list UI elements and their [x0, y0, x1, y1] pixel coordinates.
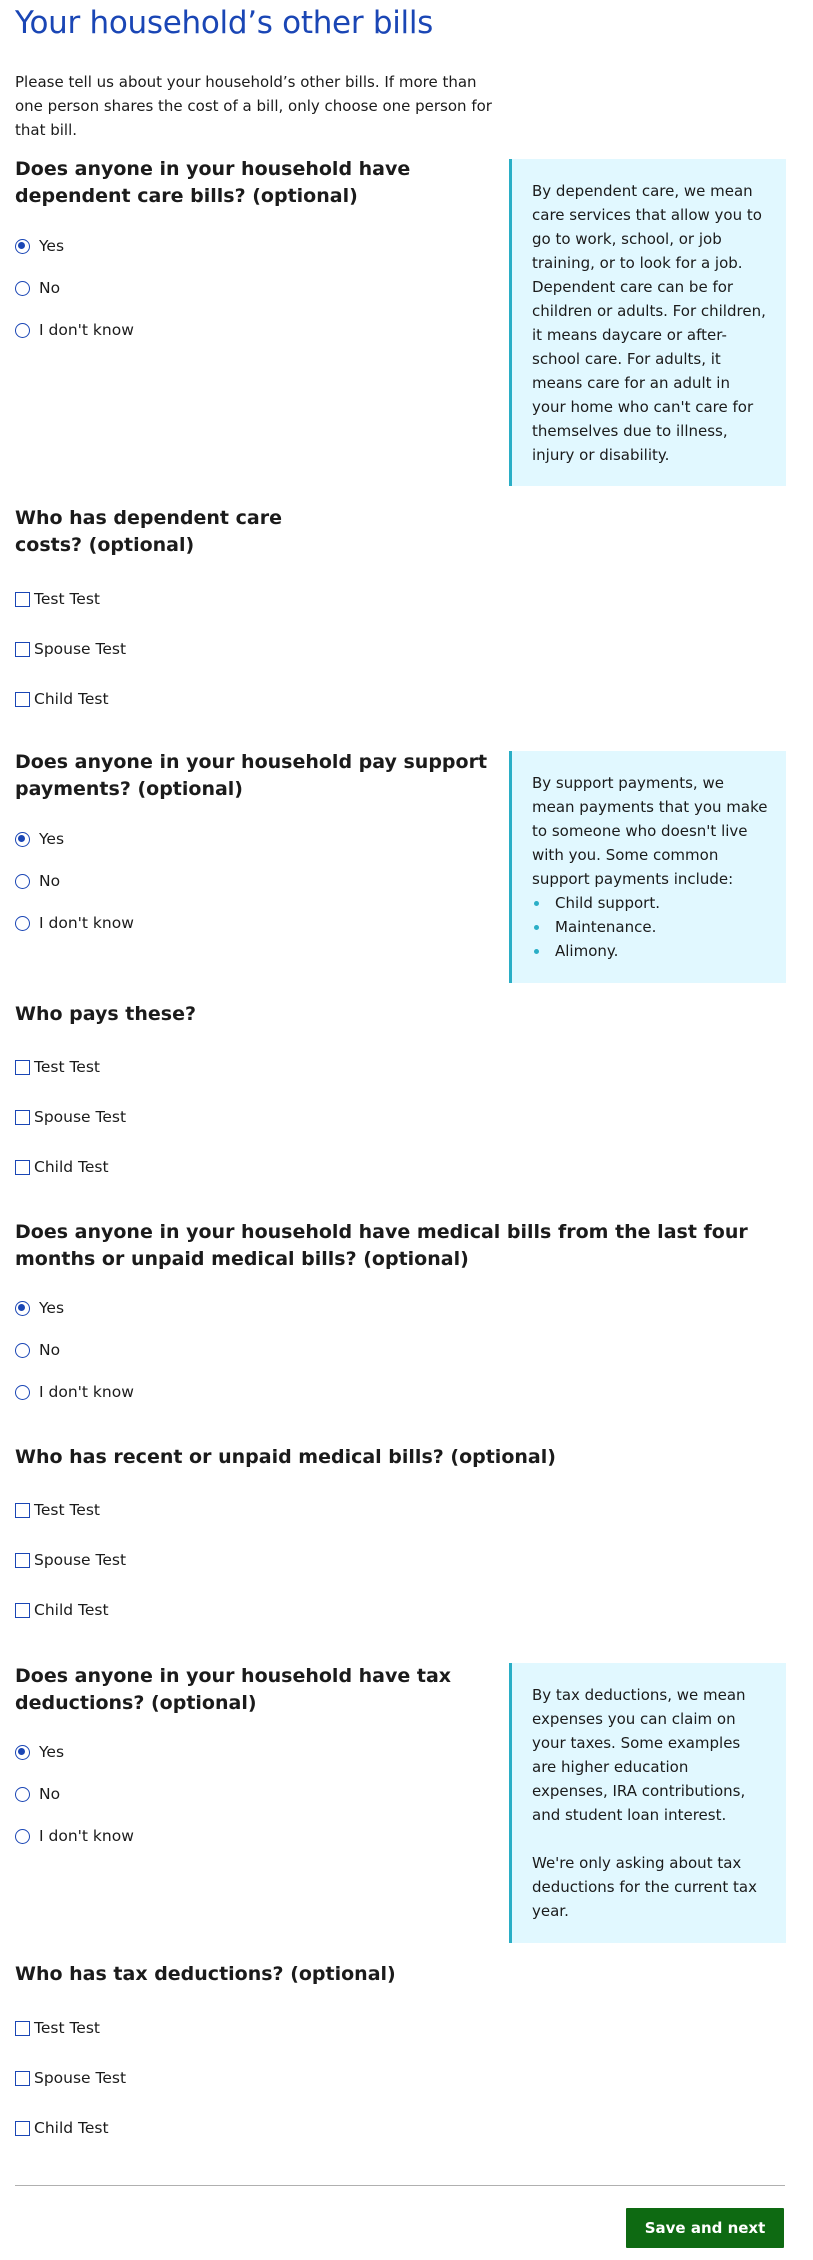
radio-option-no[interactable]: [15, 870, 60, 892]
radio-label: I don't know: [39, 321, 134, 339]
radio-option-yes[interactable]: [15, 235, 64, 257]
page-intro: Please tell us about your household’s other bills. If more than one person shares the cost of a bill, only choose one person for that bill.: [15, 73, 492, 139]
checkbox-label: Test Test: [34, 1501, 100, 1519]
hint-list: [532, 891, 768, 963]
checkbox-label: Test Test: [34, 2019, 100, 2037]
checkbox[interactable]: [15, 1503, 30, 1518]
question-who-tax-deductions: Who has tax deductions? (optional): [15, 1963, 396, 1985]
checkbox[interactable]: [15, 642, 30, 657]
radio-option-no[interactable]: [15, 277, 60, 299]
checkbox[interactable]: [15, 2021, 30, 2036]
radio-label: No: [39, 1341, 61, 1359]
radio-option-no[interactable]: [15, 1783, 60, 1805]
hint-text: By support payments, we mean payments that you make to someone who doesn't live with you. Some common support payments include:: [532, 774, 768, 888]
question-who-pays-support: Who pays these?: [15, 1003, 197, 1025]
checkbox[interactable]: [15, 1160, 30, 1175]
radio-label: No: [39, 1785, 61, 1803]
checkbox[interactable]: [15, 692, 30, 707]
checkbox-option-test-test[interactable]: [15, 1056, 100, 1078]
checkbox-option-test-test[interactable]: [15, 2017, 100, 2039]
checkbox-label: Child Test: [34, 1601, 109, 1619]
hint-box-support-payments: [509, 751, 786, 983]
radio-button[interactable]: [15, 1787, 30, 1802]
checkbox-label: Spouse Test: [34, 1108, 127, 1126]
checkbox[interactable]: [15, 1553, 30, 1568]
radio-option-yes[interactable]: [15, 828, 64, 850]
radio-option-dont-know[interactable]: [15, 319, 134, 341]
checkbox-option-child-test[interactable]: [15, 688, 109, 710]
radio-button[interactable]: [15, 323, 30, 338]
checkbox[interactable]: [15, 1060, 30, 1075]
radio-label: Yes: [39, 830, 65, 848]
checkbox[interactable]: [15, 1603, 30, 1618]
radio-button[interactable]: [15, 1301, 30, 1316]
checkbox-label: Spouse Test: [34, 640, 127, 658]
hint-text: By dependent care, we mean care services that allow you to go to work, school, or job training, or to look for a job. Dependent care can be for children or adults. For children, it means daycare or after-school care. For adults, it means care for an adult in your home who can't care for themselves due to illness, injury or disability.: [532, 182, 766, 464]
radio-option-dont-know[interactable]: [15, 912, 134, 934]
hint-text: By tax deductions, we mean expenses you can claim on your taxes. Some examples are higher education expenses, IRA contributions, and student loan interest.: [532, 1686, 746, 1824]
checkbox-option-test-test[interactable]: [15, 1499, 100, 1521]
checkbox-label: Child Test: [34, 1158, 109, 1176]
checkbox-option-test-test[interactable]: [15, 588, 100, 610]
form-divider: [15, 2185, 785, 2186]
radio-button[interactable]: [15, 874, 30, 889]
radio-button[interactable]: [15, 1385, 30, 1400]
question-tax-deductions: Does anyone in your household have tax deductions? (optional): [15, 1665, 452, 1714]
hint-list-item: Maintenance.: [532, 915, 768, 939]
checkbox-option-spouse-test[interactable]: [15, 1549, 126, 1571]
radio-option-dont-know[interactable]: [15, 1381, 134, 1403]
hint-box-tax-deductions: [509, 1663, 786, 1943]
radio-option-no[interactable]: [15, 1339, 60, 1361]
checkbox-option-spouse-test[interactable]: [15, 638, 126, 660]
radio-button[interactable]: [15, 832, 30, 847]
question-who-dependent-care: Who has dependent care costs? (optional): [15, 507, 282, 556]
hint-box-dependent-care: [509, 159, 786, 486]
page-title: Your household’s other bills: [15, 5, 433, 41]
checkbox-option-child-test[interactable]: [15, 2117, 109, 2139]
radio-button[interactable]: [15, 1829, 30, 1844]
checkbox-label: Spouse Test: [34, 2069, 127, 2087]
radio-label: No: [39, 279, 61, 297]
checkbox-label: Test Test: [34, 590, 100, 608]
checkbox-label: Child Test: [34, 690, 109, 708]
hint-list-item: Child support.: [532, 891, 768, 915]
checkbox[interactable]: [15, 1110, 30, 1125]
checkbox[interactable]: [15, 2121, 30, 2136]
radio-label: I don't know: [39, 1383, 134, 1401]
radio-option-dont-know[interactable]: [15, 1825, 134, 1847]
checkbox[interactable]: [15, 2071, 30, 2086]
checkbox-option-spouse-test[interactable]: [15, 1106, 126, 1128]
checkbox-label: Test Test: [34, 1058, 100, 1076]
radio-label: I don't know: [39, 1827, 134, 1845]
question-who-medical-bills: Who has recent or unpaid medical bills? (optional): [15, 1446, 556, 1468]
radio-button[interactable]: [15, 1343, 30, 1358]
radio-label: Yes: [39, 237, 65, 255]
question-dependent-care: Does anyone in your household have dependent care bills? (optional): [15, 158, 411, 207]
radio-label: Yes: [39, 1743, 65, 1761]
radio-label: No: [39, 872, 61, 890]
radio-label: I don't know: [39, 914, 134, 932]
checkbox-option-child-test[interactable]: [15, 1599, 109, 1621]
radio-option-yes[interactable]: [15, 1741, 64, 1763]
save-and-next-button[interactable]: Save and next: [626, 2208, 784, 2248]
question-medical-bills: Does anyone in your household have medical bills from the last four months or unpaid medical bills? (optional): [15, 1221, 748, 1270]
radio-label: Yes: [39, 1299, 65, 1317]
hint-text-current-year: We're only asking about tax deductions for the current tax year.: [532, 1854, 757, 1920]
checkbox[interactable]: [15, 592, 30, 607]
checkbox-option-spouse-test[interactable]: [15, 2067, 126, 2089]
checkbox-label: Spouse Test: [34, 1551, 127, 1569]
question-support-payments: Does anyone in your household pay support payments? (optional): [15, 751, 488, 800]
radio-option-yes[interactable]: [15, 1297, 64, 1319]
radio-button[interactable]: [15, 1745, 30, 1760]
hint-list-item: Alimony.: [532, 939, 768, 963]
radio-button[interactable]: [15, 916, 30, 931]
checkbox-label: Child Test: [34, 2119, 109, 2137]
radio-button[interactable]: [15, 281, 30, 296]
radio-button[interactable]: [15, 239, 30, 254]
checkbox-option-child-test[interactable]: [15, 1156, 109, 1178]
